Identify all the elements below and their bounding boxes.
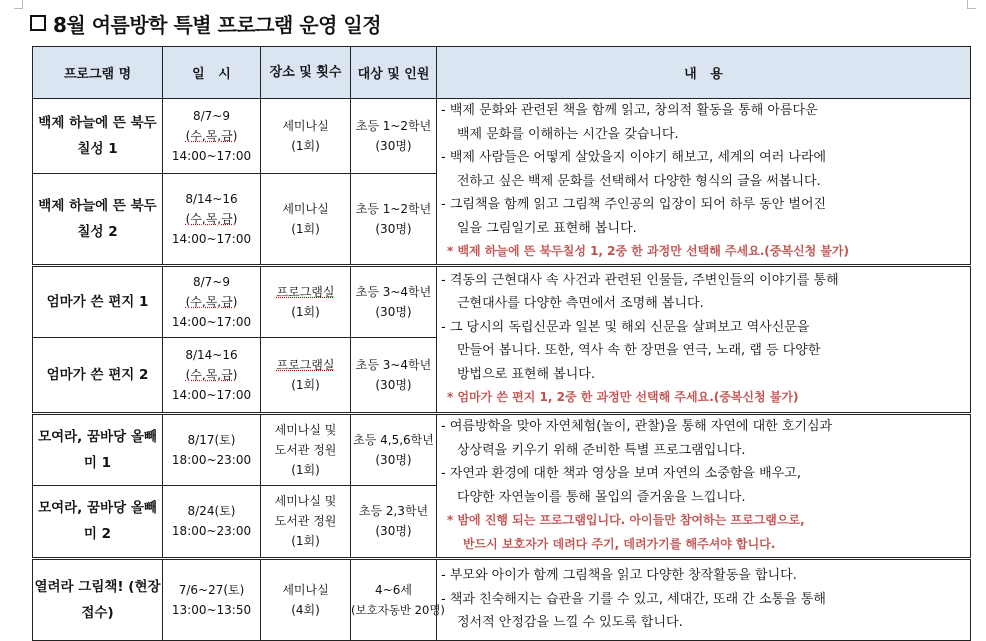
place-cell: [261, 485, 351, 558]
target: 4~6세: [375, 582, 412, 597]
target: 초등 3~4학년: [355, 357, 432, 372]
date: 8/7~9: [192, 274, 230, 289]
content-line: 상상력을 키우기 위해 준비한 특별 프로그램입니다.: [457, 442, 746, 458]
people: (30명): [375, 139, 412, 154]
count: (1회): [291, 534, 320, 548]
time: 14:00~17:00: [171, 149, 252, 164]
content-cell: [437, 413, 971, 558]
schedule-cell: [163, 265, 261, 337]
place: 세미나실: [282, 582, 329, 597]
schedule-table: [32, 46, 971, 641]
schedule-cell: [163, 413, 261, 485]
content-note: 반드시 보호자가 데려다 주기, 데려가기를 해주셔야 합니다.: [463, 536, 776, 551]
program-name: 모여라, 꿈바당 올빼미 2: [33, 485, 163, 558]
program-name: 엄마가 쓴 편지 1: [33, 265, 163, 337]
place: 프로그램실: [276, 357, 335, 372]
place-cell: [261, 99, 351, 174]
date: 7/6~27(토): [178, 582, 245, 597]
days: (수,목,금): [185, 294, 238, 309]
count: (1회): [291, 221, 320, 236]
page-corner-mark: [14, 0, 23, 9]
count: (1회): [291, 462, 320, 477]
target: 초등 1~2학년: [355, 201, 432, 216]
count: (1회): [291, 304, 320, 319]
schedule-cell: [163, 558, 261, 640]
content-line: - 그 당시의 독립신문과 일본 및 해외 신문을 살펴보고 역사신문을: [441, 319, 810, 335]
schedule-cell: [163, 174, 261, 265]
target-cell: [351, 337, 437, 413]
place: 세미나실: [282, 119, 329, 134]
count: (1회): [291, 377, 320, 392]
table-row: [33, 413, 971, 485]
time: 14:00~17:00: [171, 231, 252, 246]
table-row: [33, 265, 971, 337]
content-line: - 부모와 아이가 함께 그림책을 읽고 다양한 창작활동을 합니다.: [441, 568, 797, 584]
program-name: 엄마가 쓴 편지 2: [33, 337, 163, 413]
target: 초등 4,5,6학년: [353, 432, 434, 447]
program-name: 백제 하늘에 뜬 북두칠성 2: [33, 174, 163, 265]
time: 18:00~23:00: [171, 452, 252, 467]
content-line: 전하고 싶은 백제 문화를 선택해서 다양한 형식의 글을 써봅니다.: [457, 173, 821, 189]
schedule-cell: [163, 99, 261, 174]
count: (1회): [291, 139, 320, 154]
target: 초등 3~4학년: [355, 284, 432, 299]
header-place-text: 장소 및 횟수: [269, 64, 342, 80]
content-cell: [437, 99, 971, 266]
place-cell: [261, 265, 351, 337]
days: (수,목,금): [185, 129, 238, 144]
content-line: - 백제 사람들은 어떻게 살았을지 이야기 해보고, 세계의 여러 나라에: [441, 150, 827, 165]
content-line: 다양한 자연놀이를 통해 몰입의 즐거움을 느낍니다.: [457, 489, 746, 505]
place: 세미나실 및: [274, 494, 337, 508]
content-line: 근현대사를 다양한 측면에서 조명해 봅니다.: [457, 296, 704, 311]
content-line: - 백제 문화와 관련된 책을 함께 읽고, 창의적 활동을 통해 아름다운: [441, 103, 818, 118]
people: (30명): [375, 524, 412, 538]
target: 초등 1~2학년: [355, 119, 432, 134]
content-line: - 격동의 근현대사 속 사건과 관련된 인물들, 주변인들의 이야기를 통해: [441, 272, 839, 288]
table-header-row: [33, 47, 971, 99]
place-cell: [261, 174, 351, 265]
target-cell: [351, 174, 437, 265]
content-note: * 엄마가 쓴 편지 1, 2중 한 과정만 선택해 주세요.(중복신청 불가): [447, 390, 799, 404]
place-detail: 도서관 정원: [274, 514, 337, 528]
people: (30명): [375, 452, 412, 467]
place-cell: [261, 337, 351, 413]
content-line: 일을 그림일기로 표현해 봅니다.: [457, 220, 637, 236]
header-program: 프로그램 명: [33, 47, 163, 99]
content-cell: [437, 265, 971, 413]
page-corner-mark: [967, 0, 976, 9]
header-content: 내 용: [437, 47, 971, 99]
time: 14:00~17:00: [171, 387, 252, 402]
time: 18:00~23:00: [171, 524, 252, 538]
target-cell: [351, 558, 445, 640]
table-row: [33, 99, 971, 174]
people: (30명): [375, 377, 412, 392]
time: 13:00~13:50: [171, 602, 252, 617]
content-note: * 밤에 진행 되는 프로그램입니다. 아이들만 참여하는 프로그램으로,: [447, 513, 805, 527]
content-line: - 자연과 환경에 대한 책과 영상을 보며 자연의 소중함을 배우고,: [441, 466, 801, 481]
place-cell: [261, 413, 351, 485]
header-schedule: 일 시: [163, 47, 261, 99]
program-name: 열려라 그림책! (현장접수): [33, 558, 163, 640]
days: (수,목,금): [185, 211, 238, 226]
content-line: 방법으로 표현해 봅니다.: [457, 366, 595, 382]
program-name: 모여라, 꿈바당 올빼미 1: [33, 413, 163, 485]
content-note: * 백제 하늘에 뜬 북두칠성 1, 2중 한 과정만 선택해 주세요.(중복신청 불가): [447, 244, 850, 258]
count: (4회): [291, 602, 320, 617]
target-cell: [351, 99, 437, 174]
checkbox-square-icon: [30, 15, 46, 31]
content-line: 백제 문화를 이해하는 시간을 갖습니다.: [457, 126, 679, 142]
place: 세미나실 및: [274, 422, 337, 437]
content-line: 정서적 안정감을 느낄 수 있도록 합니다.: [457, 615, 683, 631]
content-line: - 책과 친숙해지는 습관을 기를 수 있고, 세대간, 또래 간 소통을 통해: [441, 591, 826, 607]
content-cell: [437, 558, 971, 640]
place-cell: [261, 558, 351, 640]
header-place: [261, 47, 351, 99]
target-cell: [351, 485, 437, 558]
people: (보호자동반 20명): [351, 602, 445, 617]
content-line: 만들어 봅니다. 또한, 역사 속 한 장면을 연극, 노래, 랩 등 다양한: [457, 343, 821, 358]
program-name: 백제 하늘에 뜬 북두칠성 1: [33, 99, 163, 174]
place: 프로그램실: [276, 284, 335, 299]
people: (30명): [375, 221, 412, 236]
date: 8/7~9: [192, 109, 230, 124]
schedule-cell: [163, 485, 261, 558]
date: 8/14~16: [185, 347, 238, 362]
place-detail: 도서관 정원: [274, 442, 337, 457]
days: (수,목,금): [185, 367, 238, 382]
date: 8/24(토): [187, 504, 236, 518]
content-line: - 여름방학을 맞아 자연체험(놀이, 관찰)을 통해 자연에 대한 호기심과: [441, 419, 833, 434]
page-title: [30, 9, 381, 37]
time: 14:00~17:00: [171, 314, 252, 329]
target: 초등 2,3학년: [358, 504, 429, 518]
people: (30명): [375, 304, 412, 319]
date: 8/14~16: [185, 191, 238, 206]
page-title-text: 8월 여름방학 특별 프로그램 운영 일정: [53, 12, 382, 37]
header-target: 대상 및 인원: [351, 47, 437, 99]
target-cell: [351, 413, 437, 485]
date: 8/17(토): [187, 432, 236, 447]
content-line: - 그림책을 함께 읽고 그림책 주인공의 입장이 되어 하루 동안 벌어진: [441, 197, 827, 212]
schedule-cell: [163, 337, 261, 413]
target-cell: [351, 265, 437, 337]
table-row: [33, 558, 971, 640]
place: 세미나실: [282, 201, 329, 216]
